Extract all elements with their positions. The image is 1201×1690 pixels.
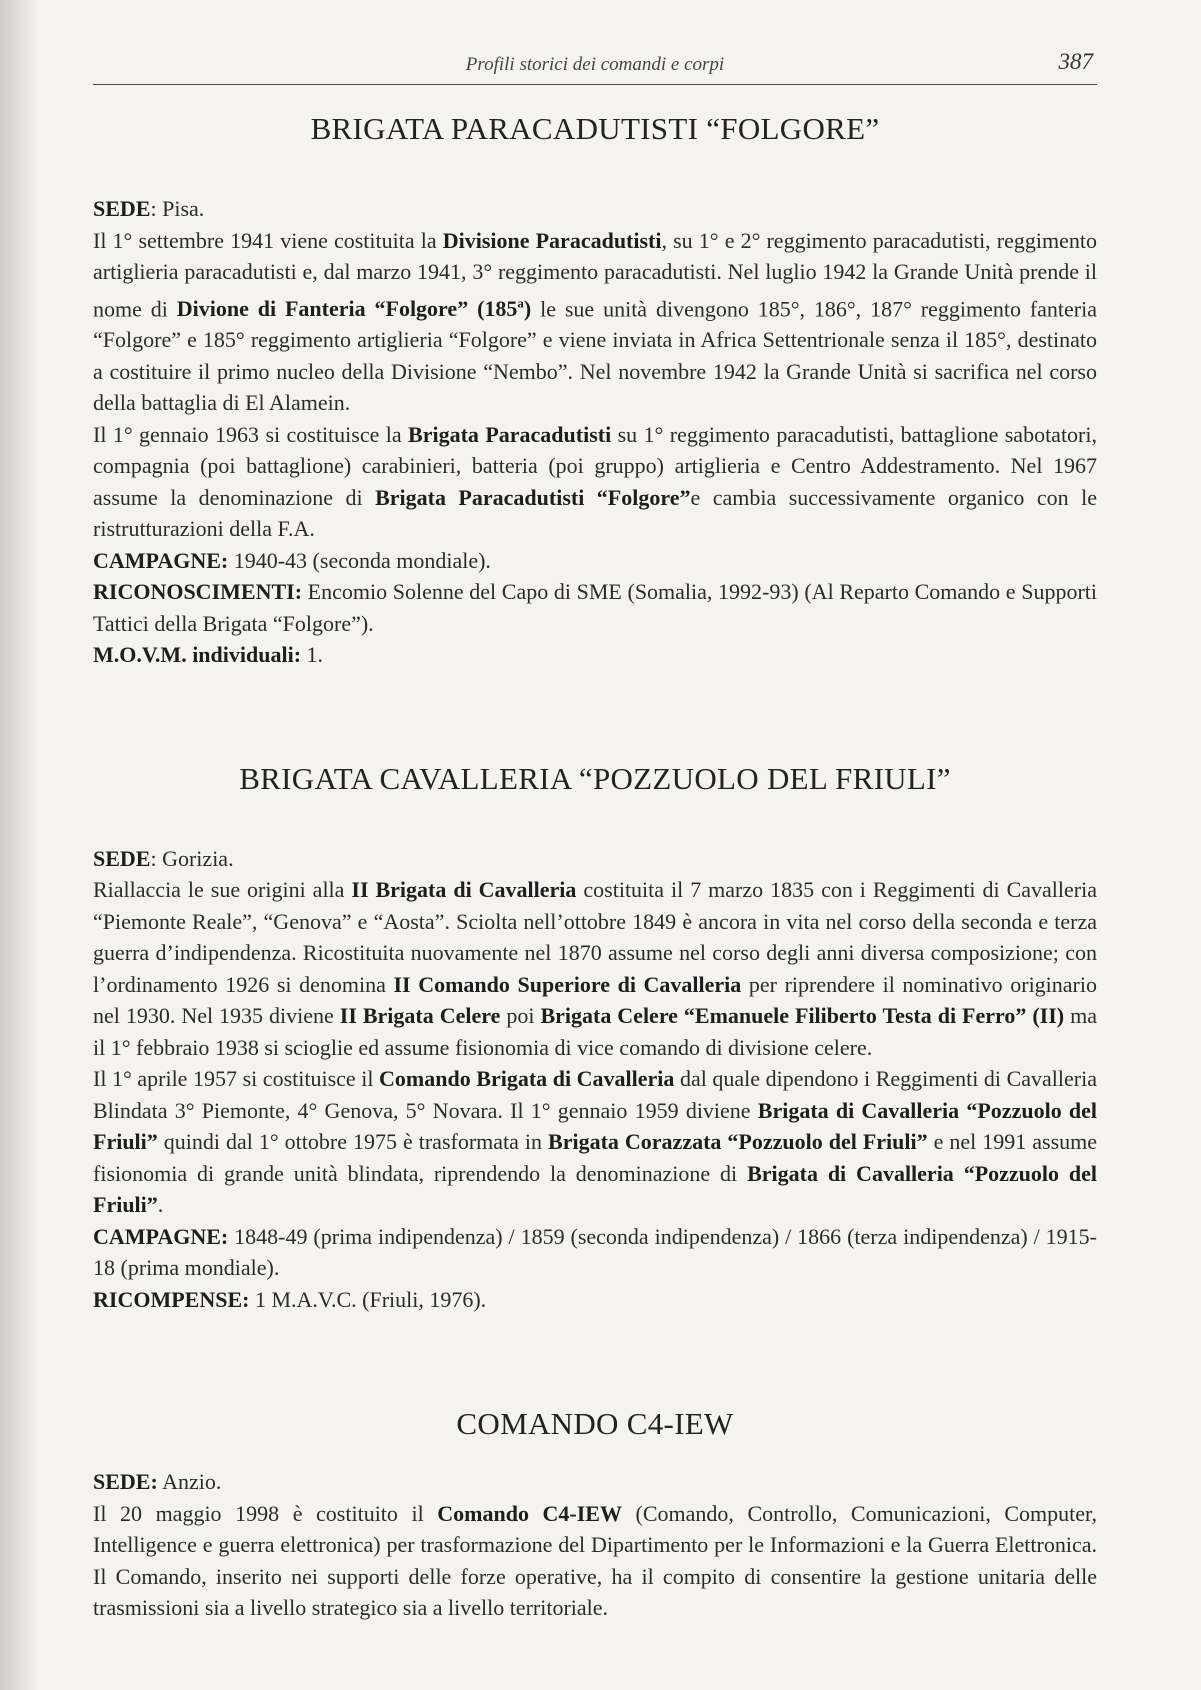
bold-run: Comando Brigata di Cavalleria [379,1066,675,1092]
text-run: Il 1° gennaio 1963 si costituisce la [93,421,409,447]
sede-value: Anzio. [157,1469,222,1495]
text-run: quindi dal 1° ottobre 1975 è trasformata in [157,1129,549,1155]
sede-line [93,1466,1097,1498]
history-paragraph [93,1063,1097,1221]
ricompense-value: 1 M.A.V.C. (Friuli, 1976). [249,1286,487,1312]
section-title: BRIGATA CAVALLERIA “POZZUOLO DEL FRIULI” [239,760,951,796]
bold-run: Divisione Paracadutisti [442,227,662,253]
text-run: per riprendere il nominativo originario nel 1930. Nel 1935 diviene [93,971,1097,1029]
sede-label: SEDE [93,845,151,871]
page-number: 387 [1058,49,1093,74]
text-run: ma il 1° febbraio 1938 si scioglie ed assume fisionomia di vice comando di divisione celere. [93,1003,1097,1060]
text-run: (Comando, Controllo, Comunicazioni, Computer, Intelligence e guerra elettronica) per trasformazione del Dipartimento per le Informazioni e la Guerra Elettronica. Il Comando, inserito nei supporti delle forze operative, ha il compito di consentire la gestione unitaria delle trasmissioni sia a livello strategico sia a livello territoriale. [93,1500,1097,1621]
bold-text: Divione di Fanteria “Folgore” (185 [176,295,518,321]
history-paragraph [93,225,1097,419]
bold-run: II Brigata Celere [339,1003,501,1029]
history-paragraph [93,874,1097,1063]
movm-value: 1. [301,642,324,668]
campagne-value: 1940-43 (seconda mondiale). [228,547,491,573]
sede-label: SEDE: [93,1469,158,1495]
text-run: dal quale dipendono i Reggimenti di Cavalleria Blindata 3° Piemonte, 4° Genova, 5° Novara. Il 1° gennaio 1959 diviene [93,1066,1097,1123]
campagne-line [93,545,1097,577]
text-run: Il 20 maggio 1998 è costituito il [93,1500,438,1526]
binding-gutter-shadow [0,0,38,1690]
bold-run: II Comando Superiore di Cavalleria [393,971,742,997]
bold-run: Brigata Paracadutisti “Folgore” [375,484,691,510]
document-page [93,0,1097,1624]
sede-line [93,193,1097,225]
running-head-title: Profili storici dei comandi e corpi [465,54,725,75]
section-c4-iew [93,1406,1097,1624]
text-run: , su 1° e 2° reggimento paracadutisti, reggimento artiglieria paracadutisti e, dal marzo 1941, 3° reggimento paracadutisti. Nel luglio 1942 la Grande Unità prende il nome di [93,227,1097,321]
section-folgore [93,111,1097,671]
riconoscimenti-label: RICONOSCIMENTI: [93,579,303,605]
sede-label: SEDE [93,196,151,221]
campagne-value: 1848-49 (prima indipendenza) / 1859 (seconda indipendenza) / 1866 (terza indipendenza) / 1915-18 (prima mondiale). [93,1223,1097,1281]
bold-run [177,296,531,321]
bold-run: Comando C4-IEW [437,1500,622,1526]
riconoscimenti-line [93,576,1097,639]
ricompense-line [93,1284,1097,1316]
riconoscimenti-value: Encomio Solenne del Capo di SME (Somalia, 1992-93) (Al Reparto Comando e Supporti Tattici della Brigata “Folgore”). [93,579,1097,636]
campagne-label: CAMPAGNE: [93,1223,229,1249]
running-head [93,0,1097,85]
text-run: poi [500,1003,541,1029]
text-run: e nel 1991 assume fisionomia di grande unità blindata, riprendendo la denominazione di [93,1129,1098,1186]
section-title: BRIGATA PARACADUTISTI “FOLGORE” [310,111,880,146]
movm-label: M.O.V.M. individuali: [93,642,302,668]
text-run: Riallaccia le sue origini alla [93,877,352,903]
sede-value: : Gorizia. [150,845,234,871]
sede-line [93,843,1097,875]
text-run: Il 1° aprile 1957 si costituisce il [93,1066,380,1092]
movm-line [93,639,1097,671]
bold-run: Brigata Corazzata “Pozzuolo del Friuli” [548,1129,928,1155]
bold-text: ) [523,295,532,321]
campagne-label: CAMPAGNE: [93,547,229,573]
bold-run: Brigata di Cavalleria “Pozzuolo del Friuli” [93,1097,1098,1155]
history-paragraph [93,419,1097,545]
section-pozzuolo [93,761,1097,1316]
text-run: costituita il 7 marzo 1835 con i Reggimenti di Cavalleria “Piemonte Reale”, “Genova” e “Aosta”. Sciolta nell’ottobre 1849 è ancora in vita nel corso della seconda e terza guerra d’indipendenza. Ricostituita nuovamente nel 1870 assume nel corso degli anni diversa composizione; con l’ordinamento 1926 si denomina [93,877,1097,997]
superscript: a [517,295,524,311]
section-title: COMANDO C4-IEW [456,1406,734,1442]
ricompense-label: RICOMPENSE: [93,1286,250,1312]
text-run: e cambia successivamente organico con le ristrutturazioni della F.A. [93,484,1097,542]
bold-run: Brigata Paracadutisti [408,421,612,447]
text-run: . [157,1192,164,1218]
history-paragraph [93,1498,1097,1624]
text-run: le sue unità divengono 185°, 186°, 187° reggimento fanteria “Folgore” e 185° reggimento artiglieria “Folgore” e viene inviata in Africa Settentrionale senza il 185°, destinato a costituire il primo nucleo della Divisione “Nembo”. Nel novembre 1942 la Grande Unità si sacrifica nel corso della battaglia di El Alamein. [93,295,1097,416]
bold-run: II Brigata di Cavalleria [351,877,577,903]
text-run: su 1° reggimento paracadutisti, battaglione sabotatori, compagnia (poi battaglione) carabinieri, batteria (poi gruppo) artiglieria e Centro Addestramento. Nel 1967 assume la denominazione di [93,421,1097,510]
bold-run: Brigata Celere “Emanuele Filiberto Testa di Ferro” (II) [540,1003,1065,1029]
sede-value: : Pisa. [150,196,205,221]
campagne-line [93,1221,1097,1284]
bold-run: Brigata di Cavalleria “Pozzuolo del Friuli” [93,1160,1098,1218]
text-run: Il 1° settembre 1941 viene costituita la [93,227,443,253]
